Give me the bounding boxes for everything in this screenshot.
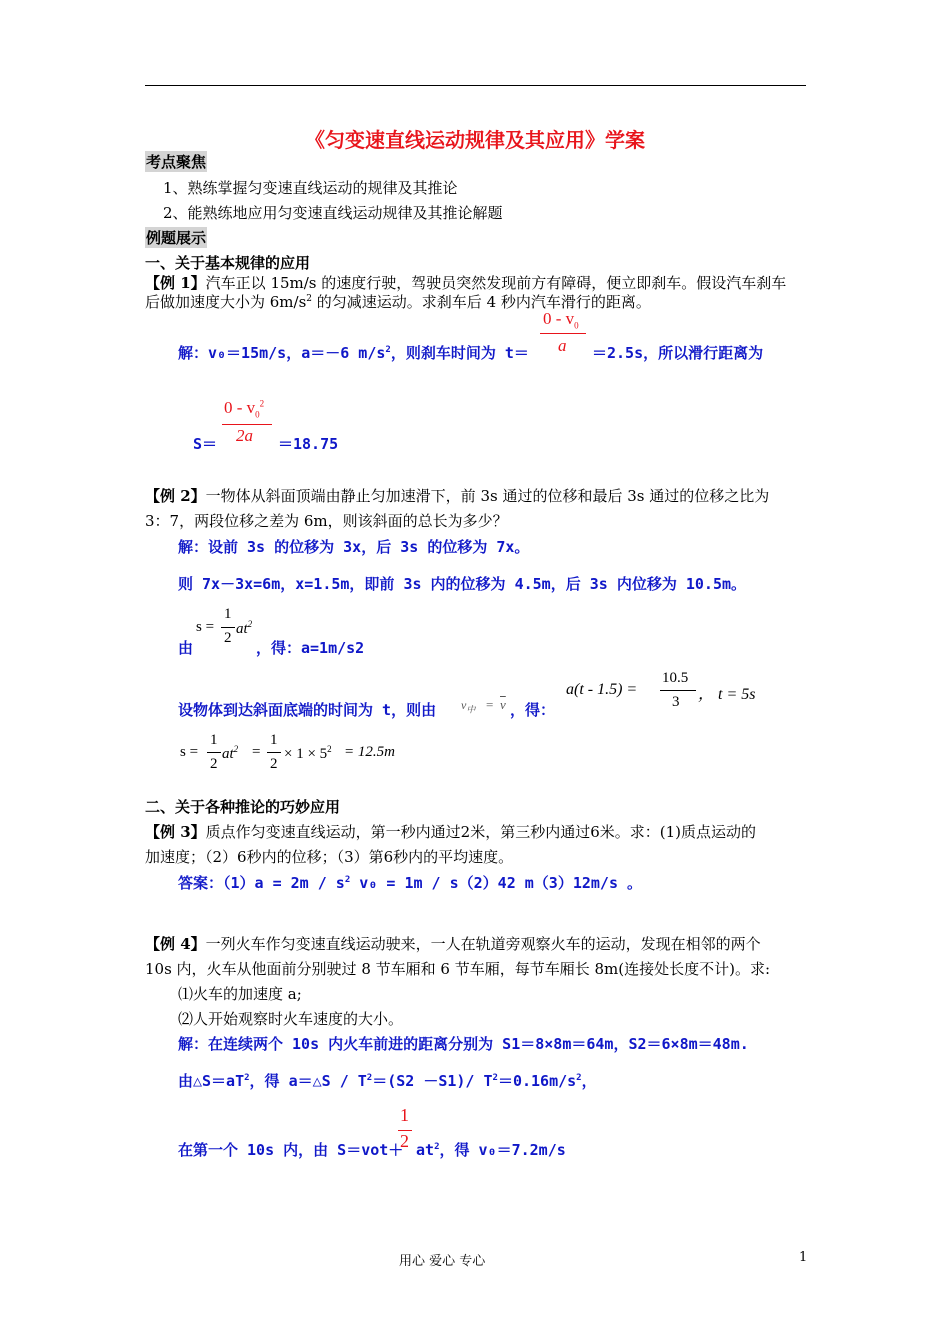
v-bar: $\overline{v}$ (500, 697, 506, 712)
example4-solution2 (178, 1070, 597, 1091)
final-half-num2: 1 (270, 732, 278, 748)
section-examples-label: 例题展示 (146, 229, 207, 247)
eq-t-line (660, 690, 696, 691)
superscript: 2 (385, 345, 391, 355)
superscript: 2 (306, 294, 313, 304)
final-half-den: 2 (210, 756, 218, 772)
part2-heading: 二、关于各种推论的巧妙应用 (145, 798, 341, 816)
sol-part: ，得 v₀＝7.2m/s (439, 1141, 566, 1159)
page-number: 1 (799, 1250, 808, 1265)
final-half-num: 1 (210, 732, 218, 748)
example4-solution1: 解：在连续两个 10s 内火车前进的距离分别为 S1＝8×8m＝64m，S2＝6×8m＝48m. (178, 1035, 749, 1053)
sol-part: ＝(S2 －S1)/ T (372, 1072, 493, 1090)
example3-line2: 加速度；（2）6秒内的位移；（3）第6秒内的平均速度。 (145, 848, 514, 866)
example1-solution-result: ＝2.5s，所以滑行距离为 (592, 344, 764, 362)
example1-tag: 【例 1】 (145, 274, 206, 292)
superscript: 2 (259, 398, 265, 409)
example3-text: 质点作匀变速直线运动，第一秒内通过2米，第三秒内通过6米。求：(1)质点运动的 (205, 823, 757, 841)
eq-t-num: 10.5 (662, 670, 689, 686)
example4-tag: 【例 4】 (145, 935, 206, 953)
final-at (222, 744, 238, 763)
part1-heading: 一、关于基本规律的应用 (145, 254, 311, 272)
v-mid (461, 698, 475, 715)
fraction2-line (222, 424, 272, 425)
superscript: 2 (327, 744, 332, 754)
final-s-label: s = (180, 744, 199, 760)
formula-half-num: 1 (224, 606, 232, 622)
formula-s-left: s = (196, 619, 215, 635)
example4-line2: 10s 内，火车从他面前分别驶过 8 节车厢和 6 节车厢，每节车厢长 8m(连接处长度不计)。求: (145, 960, 771, 978)
example2-line1 (145, 485, 769, 506)
example2-solution4: 设物体到达斜面底端的时间为 t，则由 (178, 701, 437, 719)
times: × 1 × 5 (284, 746, 328, 762)
formula-at (236, 619, 252, 638)
frac-num: 0 - v (543, 309, 575, 328)
example2-text: 一物体从斜面顶端由静止匀加速滑下，前 3s 通过的位移和最后 3s 通过的位移之比为 (205, 487, 770, 505)
subscript: 中 (466, 704, 476, 715)
superscript: 2 (247, 619, 253, 629)
sol-part: ＝0.16m/s (497, 1072, 577, 1090)
example2-line2: 3：7，两段位移之差为 6m，则该斜面的总长为多少？ (145, 512, 508, 530)
fraction2-denominator: 2a (236, 426, 253, 445)
fraction1-numerator (543, 309, 579, 330)
subscript: 0 (255, 409, 260, 420)
example1-line1: 汽车正以 15m/s 的速度行驶，驾驶员突然发现前方有障碍，便立即刹车。假设汽车刹车 (205, 274, 787, 292)
v: v (461, 698, 467, 712)
superscript: 2 (434, 1142, 440, 1152)
goal-item: 2、能熟练地应用匀变速直线运动规律及其推论解题 (163, 204, 503, 222)
goal-item: 1、熟练掌握匀变速直线运动的规律及其推论 (163, 179, 458, 197)
eq-t-den: 3 (672, 694, 680, 710)
example1-text (145, 272, 786, 293)
example4-text: 一列火车作匀变速直线运动驶来，一人在轨道旁观察火车的运动，发现在相邻的两个 (205, 935, 761, 953)
formula-half-den: 2 (224, 630, 232, 646)
eq-t-right: ， t = 5s (698, 686, 756, 703)
final-half-line (207, 752, 221, 753)
distance-label: S＝ (193, 435, 218, 453)
page-title: 《匀变速直线运动规律及其应用》学案 (305, 128, 645, 152)
section-focus-label: 考点聚焦 (146, 153, 207, 171)
sol-part: ，则刹车时间为 t＝ (390, 344, 529, 362)
final-result: = 12.5m (344, 744, 395, 760)
fraction1-denominator: a (558, 336, 567, 355)
sol-part: 解：v₀＝15m/s，a＝－6 m/s (178, 344, 386, 362)
superscript: 2 (492, 1073, 498, 1083)
footer-motto: 用心 爱心 专心 (399, 1254, 486, 1269)
superscript: 2 (576, 1073, 582, 1083)
eq-t-left: a(t - 1.5) = (566, 681, 638, 698)
answer-part: 答案：（1）a = 2m / s (178, 874, 345, 892)
superscript: 2 (244, 1073, 250, 1083)
v-eq: = (486, 697, 494, 712)
superscript: 2 (233, 744, 239, 754)
final-times (284, 744, 332, 763)
at: at (222, 746, 234, 762)
frac-num: 0 - v (224, 398, 256, 417)
get-label: ，得： (510, 701, 556, 719)
get-a: ，得：a=1m/s2 (256, 639, 365, 657)
example1-line2a: 后做加速度大小为 6m/s (145, 293, 307, 311)
superscript: 2 (344, 875, 351, 885)
by-label: 由 (178, 639, 194, 657)
header-rule (145, 85, 806, 86)
answer-part: v₀ = 1m / s（2）42 m（3）12m/s 。 (350, 874, 643, 892)
example3-answer (178, 872, 642, 893)
example1-solution-line1 (178, 342, 529, 363)
example4-question2: ⑵人开始观察时火车速度的大小。 (178, 1010, 404, 1028)
distance-result: ＝18.75 (278, 435, 339, 453)
at: at (236, 621, 248, 637)
superscript: 2 (366, 1073, 373, 1083)
fraction1-line (540, 333, 586, 334)
final-eq: = (252, 744, 261, 760)
sol-part: ， (581, 1072, 597, 1090)
example4-question1: ⑴火车的加速度 a; (178, 985, 302, 1003)
example2-solution1: 解：设前 3s 的位移为 3x，后 3s 的位移为 7x。 (178, 538, 530, 556)
half-fraction-num: 1 (400, 1105, 409, 1125)
example4-solution3: 在第一个 10s 内，由 S＝vot＋ (178, 1141, 404, 1159)
sol-part: at (416, 1141, 435, 1159)
sol-part: 由△S＝aT (178, 1072, 245, 1090)
example4-line1 (145, 933, 761, 954)
fraction2-numerator (224, 398, 264, 419)
final-half-den2: 2 (270, 756, 278, 772)
example4-solution3-end (416, 1139, 566, 1160)
sol-part: ，得 a＝△S / T (249, 1072, 367, 1090)
formula-half-line (221, 627, 235, 628)
example2-solution2: 则 7x－3x=6m，x=1.5m，即前 3s 内的位移为 4.5m，后 3s 内位移为 10.5m。 (178, 575, 747, 593)
example3-tag: 【例 3】 (145, 823, 206, 841)
final-half-line2 (267, 752, 281, 753)
example3-line1 (145, 821, 756, 842)
subscript: 0 (574, 320, 579, 331)
example2-tag: 【例 2】 (145, 487, 206, 505)
example1-line2b: 的匀减速运动。求刹车后 4 秒内汽车滑行的距离。 (312, 293, 651, 311)
half-fraction-den: 2 (400, 1131, 409, 1151)
